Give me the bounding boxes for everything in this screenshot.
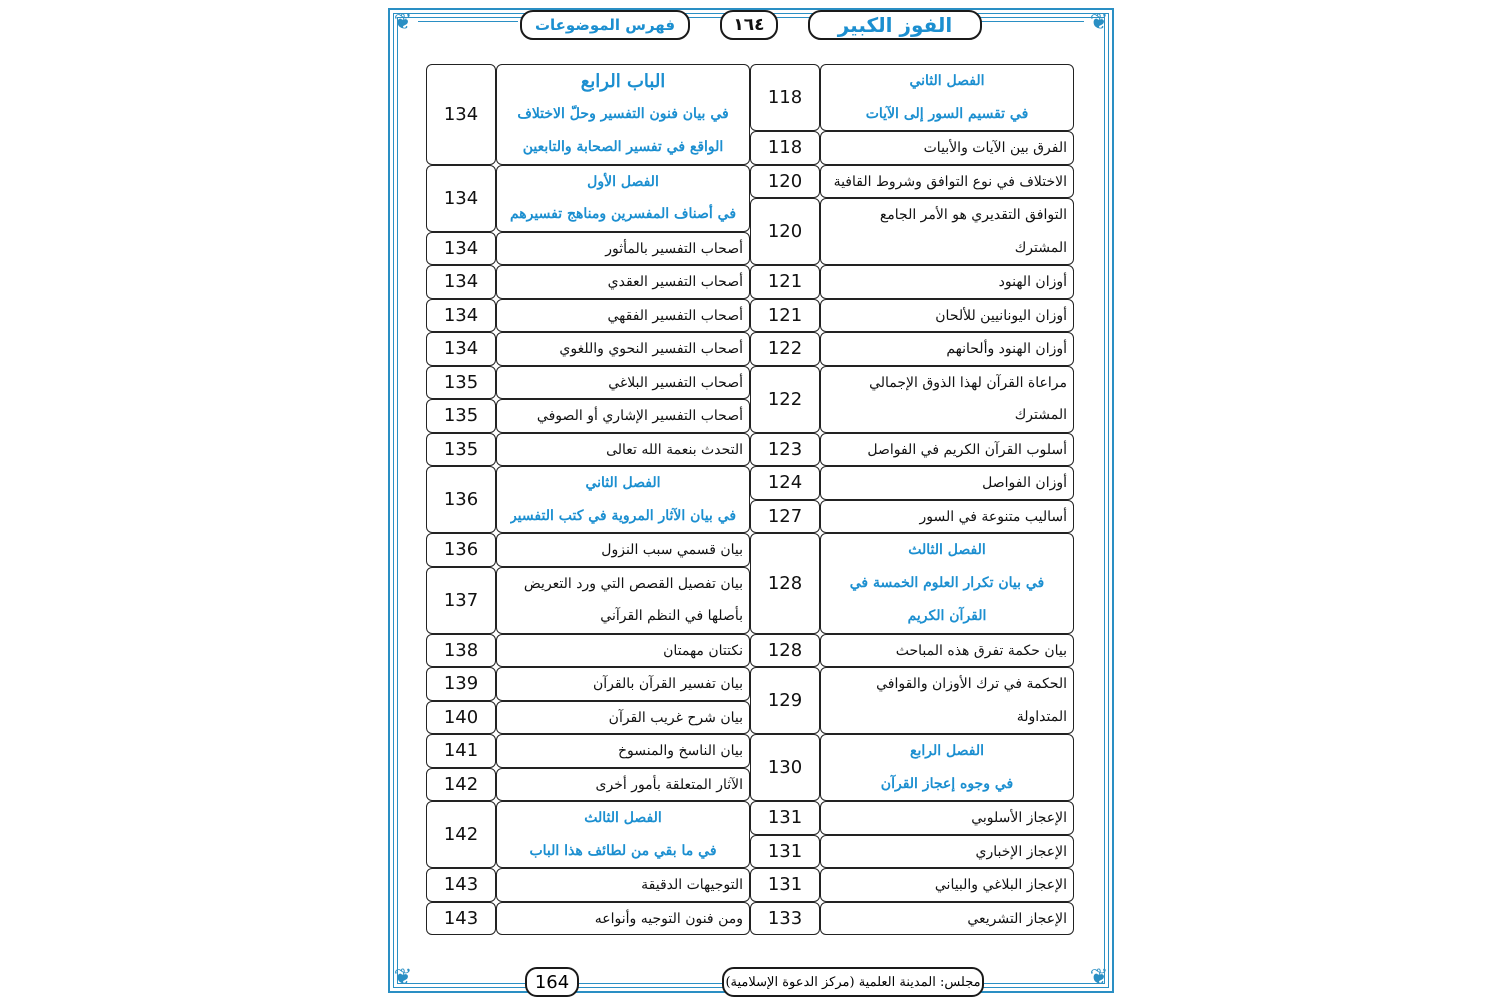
topic-line: الحكمة في ترك الأوزان والقوافي — [876, 676, 1067, 692]
page-number-cell: 134 — [426, 332, 496, 366]
page-number-cell: 136 — [426, 466, 496, 533]
topic-line: في ما بقي من لطائف هذا الباب — [529, 842, 717, 859]
topic-line: في تقسيم السور إلى الآيات — [865, 105, 1029, 122]
topic-line: أوزان الفواصل — [982, 475, 1067, 491]
page-number-cell: 134 — [426, 265, 496, 299]
topic-cell — [820, 198, 1074, 265]
section-heading-cell — [496, 466, 750, 533]
section-heading-cell — [820, 533, 1074, 634]
topic-line: التوجيهات الدقيقة — [641, 877, 743, 893]
topic-line: المشترك — [1014, 407, 1067, 423]
topic-line: بأصلها في النظم القرآني — [600, 608, 743, 624]
section-heading-cell — [820, 734, 1074, 801]
page-number-cell: 124 — [750, 466, 820, 500]
topic-line: الفصل الثاني — [909, 73, 985, 89]
page-number-cell: 143 — [426, 868, 496, 902]
topic-cell — [496, 533, 750, 567]
page-number-cell: 123 — [750, 433, 820, 467]
page-number-cell: 131 — [750, 801, 820, 835]
contents-table — [426, 64, 1074, 944]
page-number-cell: 127 — [750, 500, 820, 534]
page-number-cell: 143 — [426, 902, 496, 936]
topic-line: أصحاب التفسير النحوي واللغوي — [559, 341, 743, 357]
topic-line: ومن فنون التوجيه وأنواعه — [594, 910, 743, 927]
corner-ornament-icon: ❦ — [393, 10, 413, 35]
topic-line: الإعجاز الأسلوبي — [971, 810, 1067, 826]
topic-cell — [820, 667, 1074, 734]
page-number-cell: 118 — [750, 131, 820, 165]
page-number-cell: 136 — [426, 533, 496, 567]
topic-line: الفصل الرابع — [910, 743, 984, 759]
topic-line: الفصل الثالث — [584, 810, 662, 826]
topic-cell — [820, 265, 1074, 299]
corner-ornament-icon: ❦ — [1089, 10, 1109, 35]
topic-line: الفصل الثاني — [585, 475, 661, 491]
topic-line: أصحاب التفسير بالمأثور — [605, 240, 743, 257]
topic-line: بيان شرح غريب القرآن — [608, 709, 743, 726]
topic-cell — [496, 768, 750, 802]
topic-cell — [820, 868, 1074, 902]
corner-ornament-icon: ❦ — [1089, 965, 1109, 990]
section-heading-cell — [496, 165, 750, 232]
page-number-cell: 121 — [750, 299, 820, 333]
topic-cell — [820, 433, 1074, 467]
topic-line: في بيان تكرار العلوم الخمسة في — [849, 574, 1045, 591]
page-number-cell: 121 — [750, 265, 820, 299]
topic-cell — [820, 366, 1074, 433]
page-number-cell: 134 — [426, 165, 496, 232]
topic-line: أصحاب التفسير البلاغي — [608, 374, 743, 391]
page-number-cell: 135 — [426, 366, 496, 400]
topic-cell — [496, 868, 750, 902]
topic-cell — [820, 466, 1074, 500]
topic-line: القرآن الكريم — [907, 607, 987, 624]
page-number-cell: 131 — [750, 835, 820, 869]
topic-line: بيان الناسخ والمنسوخ — [618, 743, 743, 759]
topic-cell — [820, 332, 1074, 366]
topic-cell — [496, 734, 750, 768]
topic-cell — [496, 366, 750, 400]
page-number-cell: 135 — [426, 433, 496, 467]
page-number-cell: 122 — [750, 366, 820, 433]
topic-line: أساليب متنوعة في السور — [919, 508, 1067, 525]
topic-line: الواقع في تفسير الصحابة والتابعين — [522, 138, 724, 155]
page-number-cell: 120 — [750, 165, 820, 199]
page-number-cell: 130 — [750, 734, 820, 801]
topic-cell — [496, 567, 750, 634]
topic-cell — [496, 902, 750, 936]
topic-cell — [820, 299, 1074, 333]
topic-cell — [496, 667, 750, 701]
topic-cell — [496, 332, 750, 366]
topic-line: بيان تفسير القرآن بالقرآن — [593, 676, 743, 692]
section-heading-cell — [820, 64, 1074, 131]
topic-line: نكتتان مهمتان — [663, 642, 743, 659]
topic-cell — [496, 701, 750, 735]
topic-line: الإعجاز الإخباري — [975, 843, 1067, 860]
topic-line: المتداولة — [1016, 708, 1067, 725]
topic-line: بيان تفصيل القصص التي ورد التعريض — [523, 575, 743, 592]
topic-line: الآثار المتعلقة بأمور أخرى — [595, 776, 743, 793]
page-number-cell: 134 — [426, 299, 496, 333]
corner-ornament-icon: ❦ — [393, 965, 413, 990]
topic-line: أصحاب التفسير الإشاري أو الصوفي — [536, 408, 743, 424]
topic-cell — [496, 634, 750, 668]
topic-line: التوافق التقديري هو الأمر الجامع — [879, 207, 1067, 223]
page-number-cell: 138 — [426, 634, 496, 668]
page-number-cell: 122 — [750, 332, 820, 366]
topic-line: في بيان فنون التفسير وحلّ الاختلاف — [517, 105, 729, 122]
page — [388, 8, 1114, 993]
contents-column-right — [750, 64, 1074, 944]
topic-line: الفصل الثالث — [908, 542, 986, 558]
topic-line: الإعجاز البلاغي والبياني — [934, 877, 1067, 893]
page-number-cell: 128 — [750, 533, 820, 634]
section-heading-cell — [496, 64, 750, 165]
topic-line: الفصل الأول — [587, 173, 659, 190]
section-heading-cell — [496, 801, 750, 868]
topic-cell — [496, 299, 750, 333]
page-number-cell: 133 — [750, 902, 820, 936]
page-number-cell: 131 — [750, 868, 820, 902]
topic-line: أوزان اليونانيين للألحان — [935, 307, 1067, 324]
topic-line: الفرق بين الآيات والأبيات — [923, 140, 1067, 156]
topic-cell — [820, 165, 1074, 199]
topic-line: أوزان الهنود — [998, 274, 1067, 290]
topic-cell — [496, 265, 750, 299]
page-number-cell: 137 — [426, 567, 496, 634]
page-number-cell: 141 — [426, 734, 496, 768]
topic-line: التحدث بنعمة الله تعالى — [606, 441, 743, 458]
topic-cell — [820, 801, 1074, 835]
topic-line: الباب الرابع — [580, 71, 666, 92]
topic-line: الاختلاف في نوع التوافق وشروط القافية — [833, 173, 1067, 190]
topic-line: في أصناف المفسرين ومناهج تفسيرهم — [509, 206, 737, 222]
page-number-cell: 139 — [426, 667, 496, 701]
topic-cell — [820, 835, 1074, 869]
topic-line: بيان حكمة تفرق هذه المباحث — [895, 642, 1067, 659]
topic-line: الإعجاز التشريعي — [967, 910, 1067, 927]
topic-cell — [496, 433, 750, 467]
topic-cell — [820, 634, 1074, 668]
publisher-label: مجلس: المدينة العلمية (مركز الدعوة الإسلامية) — [722, 967, 984, 997]
page-number-cell: 129 — [750, 667, 820, 734]
page-number-cell: 134 — [426, 232, 496, 266]
topic-cell — [820, 131, 1074, 165]
page-number-cell: 134 — [426, 64, 496, 165]
page-number-cell: 142 — [426, 801, 496, 868]
topic-line: مراعاة القرآن لهذا الذوق الإجمالي — [869, 374, 1067, 391]
header-rule — [980, 21, 1084, 22]
topic-line: أصحاب التفسير الفقهي — [607, 307, 743, 324]
topic-cell — [820, 500, 1074, 534]
topic-cell — [496, 232, 750, 266]
page-number-cell: 120 — [750, 198, 820, 265]
header-rule — [418, 21, 518, 22]
section-title: فهرس الموضوعات — [520, 10, 690, 40]
topic-line: بيان قسمي سبب النزول — [601, 542, 743, 558]
topic-line: أوزان الهنود وألحانهم — [946, 341, 1067, 357]
page-number-cell: 142 — [426, 768, 496, 802]
page-number-cell: 128 — [750, 634, 820, 668]
page-number-cell: 135 — [426, 399, 496, 433]
topic-line: في بيان الآثار المروية في كتب التفسير — [509, 507, 737, 524]
page-number-cell: 118 — [750, 64, 820, 131]
contents-column-left — [426, 64, 750, 944]
page-number-cell: 140 — [426, 701, 496, 735]
topic-line: أسلوب القرآن الكريم في الفواصل — [867, 441, 1067, 458]
topic-cell — [820, 902, 1074, 936]
topic-line: المشترك — [1014, 239, 1067, 256]
footer-page-number: 164 — [525, 967, 579, 997]
topic-cell — [496, 399, 750, 433]
header-page-number: ١٦٤ — [720, 10, 778, 40]
topic-line: في وجوه إعجاز القرآن — [880, 775, 1014, 792]
topic-line: أصحاب التفسير العقدي — [607, 274, 743, 290]
book-title: الفوز الكبير — [808, 10, 982, 40]
